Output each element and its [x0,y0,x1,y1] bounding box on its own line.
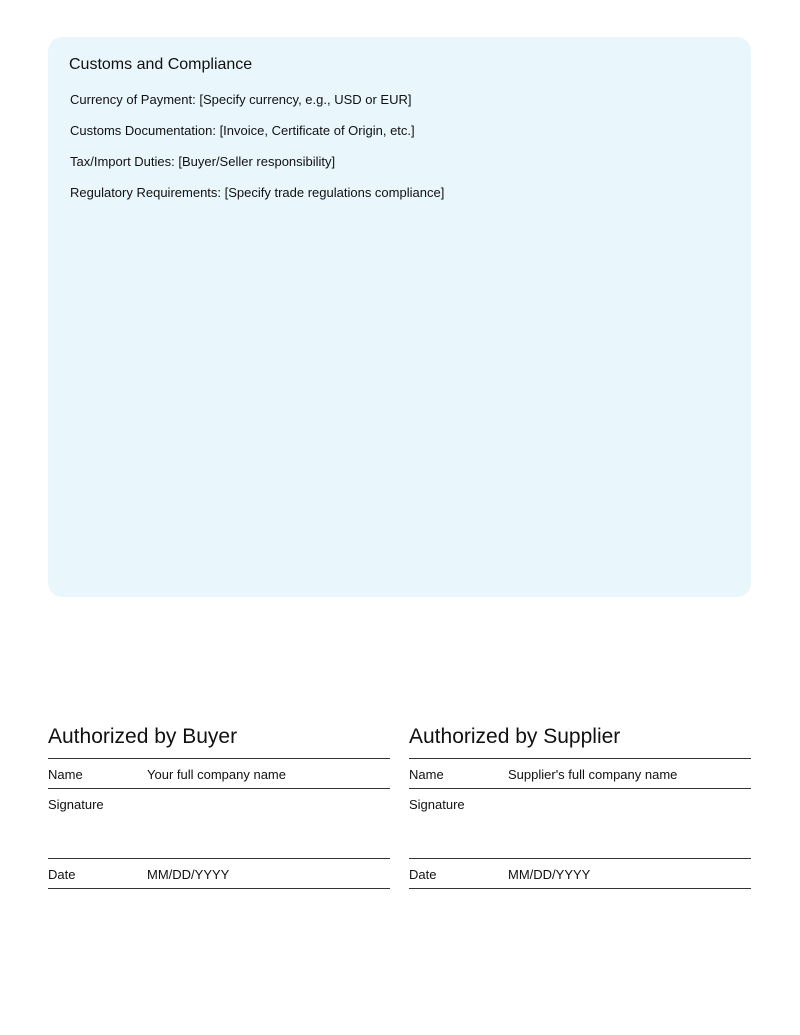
buyer-signature-row [48,789,390,858]
supplier-name-value[interactable]: Supplier's full company name [508,767,678,782]
customs-compliance-title: Customs and Compliance [69,56,253,73]
supplier-date-row [409,859,751,888]
buyer-date-label: Date [48,867,76,882]
buyer-signature-label: Signature [48,797,104,812]
supplier-authorization-block [409,723,751,889]
buyer-date-row [48,859,390,888]
supplier-signature-label: Signature [409,797,465,812]
divider [48,888,390,889]
supplier-signature-field[interactable] [508,797,748,852]
supplier-name-row [409,759,751,788]
currency-of-payment-line: Currency of Payment: [Specify currency, e.g., USD or EUR] [70,92,412,107]
buyer-authorization-heading: Authorized by Buyer [48,725,238,748]
customs-documentation-line: Customs Documentation: [Invoice, Certificate of Origin, etc.] [70,123,415,138]
buyer-date-value[interactable]: MM/DD/YYYY [147,867,230,882]
buyer-authorization-block [48,723,390,889]
divider [409,888,751,889]
buyer-name-label: Name [48,767,83,782]
buyer-name-value[interactable]: Your full company name [147,767,286,782]
tax-import-duties-line: Tax/Import Duties: [Buyer/Seller responsibility] [70,154,336,169]
supplier-authorization-heading: Authorized by Supplier [409,725,621,748]
customs-compliance-panel [48,37,751,597]
buyer-signature-field[interactable] [147,797,387,852]
supplier-signature-row [409,789,751,858]
regulatory-requirements-line: Regulatory Requirements: [Specify trade regulations compliance] [70,185,445,200]
supplier-date-label: Date [409,867,437,882]
supplier-date-value[interactable]: MM/DD/YYYY [508,867,591,882]
supplier-name-label: Name [409,767,444,782]
buyer-name-row [48,759,390,788]
